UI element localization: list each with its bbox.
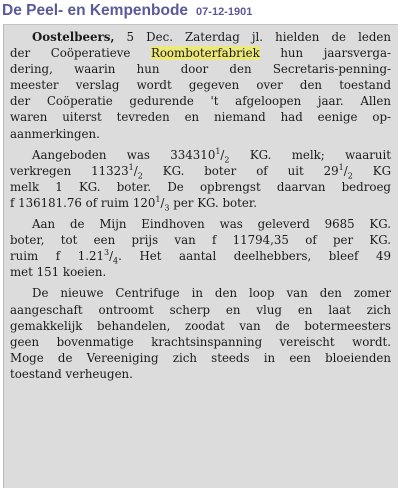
article-line: der Coöperatie gedurende 't afgeloopen jaar. Allen	[10, 94, 391, 109]
clipping-header	[2, 0, 398, 26]
newspaper-title: De Peel- en Kempenbode	[2, 2, 189, 19]
article-line: met 151 koeien.	[10, 265, 107, 280]
article-line: aangeschaft ontroomt scherp en vlug en laat zich	[10, 302, 391, 317]
article-line: der Coöperatieve Roomboterfabriek hun jaarsverga-	[10, 46, 391, 61]
newspaper-clipping	[3, 24, 398, 488]
article-line: Oostelbeers, 5 Dec. Zaterdag jl. hielden de leden	[32, 30, 391, 44]
article-line: De nieuwe Centrifuge in den loop van den zomer	[32, 286, 391, 301]
article-line: f 136181.76 of ruim $120^1/_3$ per KG. boter.	[10, 195, 257, 213]
article-line: toestand verheugen.	[10, 366, 133, 381]
article-line: Aan de Mijn Eindhoven was geleverd 9685 KG.	[32, 217, 391, 232]
place-name: Oostelbeers,	[32, 30, 115, 44]
article-line: boter, tot een prijs van f 11794,35 of per KG.	[10, 233, 391, 248]
article-line: meester verslag wordt gegeven over den toestand	[10, 78, 391, 93]
article-line: waren uiterst tevreden en niemand had eenige op-	[10, 110, 391, 125]
article-line: ruim f $1.21^3/_4$. Het aantal deelhebbers, bleef 49	[10, 248, 391, 266]
article-line: aanmerkingen.	[10, 126, 100, 141]
article-line: gemakkelijk behandelen, zoodat van de botermeesters	[10, 318, 391, 333]
article-line: Moge de Vereeniging zich steeds in een bloeienden	[10, 350, 391, 365]
article-line: verkregen $11323^1/_2$ KG. boter of uit $29^1/_2$ KG	[10, 162, 391, 181]
highlighted-search-term: Roomboterfabriek	[150, 46, 260, 61]
publication-date: 07-12-1901	[196, 6, 253, 18]
article-line: geen bovenmatige krachtsinspanning vereischt wordt.	[10, 334, 391, 349]
article-line: Aangeboden was $334310^1/_2$ KG. melk; waaruit	[32, 146, 392, 165]
article-text	[10, 29, 391, 382]
article-line: melk 1 KG. boter. De opbrengst daarvan bedroeg	[10, 179, 391, 194]
article-line: dering, waarin hun door den Secretaris-penning-	[10, 62, 391, 77]
